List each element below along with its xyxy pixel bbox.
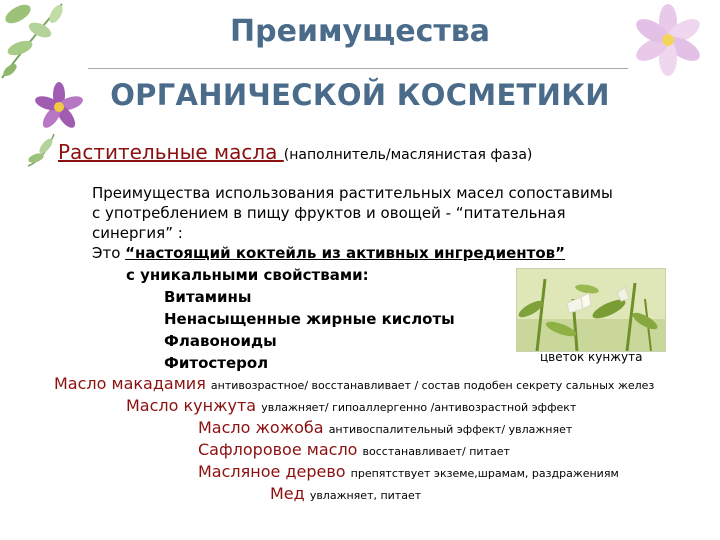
oil-desc: антивозрастное/ восстанавливает / состав подобен секрету сальных желез bbox=[210, 379, 655, 392]
divider bbox=[88, 68, 628, 69]
oil-item bbox=[54, 374, 654, 393]
oil-desc: восстанавливает/ питает bbox=[362, 445, 510, 458]
oil-name: Масляное дерево bbox=[198, 462, 346, 481]
list-item: Фитостерол bbox=[164, 354, 269, 372]
body-line: с употреблением в пищу фруктов и овощей - “питательная bbox=[92, 204, 566, 222]
page-subtitle: ОРГАНИЧЕСКОЙ КОСМЕТИКИ bbox=[110, 78, 610, 112]
body-line-prefix: Это bbox=[92, 244, 126, 262]
list-item: Ненасыщенные жирные кислоты bbox=[164, 310, 455, 328]
section-heading-text: Растительные масла bbox=[58, 140, 284, 164]
sesame-flower-illustration bbox=[517, 269, 665, 351]
body-line bbox=[92, 243, 565, 263]
oil-name: Масло кунжута bbox=[126, 396, 257, 415]
oil-desc: антивоспалительный эффект/ увлажняет bbox=[328, 423, 573, 436]
leaf-decoration bbox=[24, 130, 58, 170]
section-heading bbox=[58, 140, 532, 164]
list-item: Витамины bbox=[164, 288, 252, 306]
oil-item bbox=[198, 440, 510, 459]
oil-desc: препятствует экземе,шрамам, раздражениям bbox=[350, 467, 619, 480]
sesame-flower-image bbox=[516, 268, 666, 352]
oil-desc: увлажняет, питает bbox=[309, 489, 422, 502]
body-line: с уникальными свойствами: bbox=[126, 266, 369, 284]
section-heading-note: (наполнитель/маслянистая фаза) bbox=[283, 147, 533, 163]
oil-item bbox=[126, 396, 576, 415]
oil-item bbox=[198, 462, 619, 481]
oil-item bbox=[270, 484, 421, 503]
body-line: синергия” : bbox=[92, 224, 183, 242]
oil-desc: увлажняет/ гипоаллергенно /антивозрастной эффект bbox=[261, 401, 577, 414]
cocktail-phrase: “настоящий коктейль из активных ингредиентов” bbox=[125, 244, 566, 262]
page-title: Преимущества bbox=[230, 14, 490, 49]
oil-name: Сафлоровое масло bbox=[198, 440, 358, 459]
body-line: Преимущества использования растительных масел сопоставимы bbox=[92, 184, 613, 202]
oil-name: Мед bbox=[270, 484, 305, 503]
oil-name: Масло жожоба bbox=[198, 418, 324, 437]
oil-item bbox=[198, 418, 572, 437]
oil-name: Масло макадамия bbox=[54, 374, 206, 393]
image-caption: цветок кунжута bbox=[540, 350, 643, 364]
list-item: Флавоноиды bbox=[164, 332, 277, 350]
